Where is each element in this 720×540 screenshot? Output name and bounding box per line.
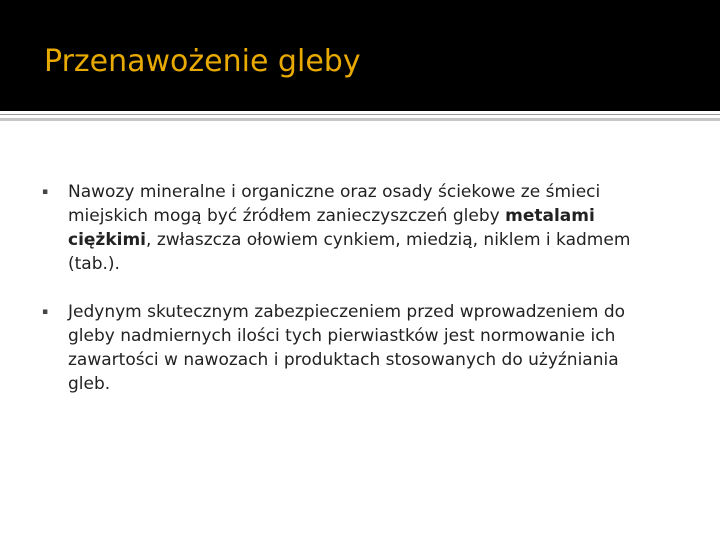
title-band (0, 0, 720, 111)
bullet-text-1-start: Nawozy mineralne i organiczne oraz osady ściekowe ze śmieci miejskich mogą być źródłem zanieczyszczeń gleby (68, 182, 601, 226)
bullet-text-2: Jedynym skutecznym zabezpieczeniem przed wprowadzeniem do gleby nadmiernych ilości tych pierwiastków jest normowanie ich zawartości w nawozach i produktach stosowanych do użyźniania gleb. (68, 302, 626, 394)
square-bullet-icon: ▪ (42, 187, 49, 197)
bullet-item-2 (42, 300, 662, 396)
divider-line-top (0, 114, 720, 115)
bullet-text-1-bold: metalami ciężkimi (68, 206, 595, 250)
bullet-item-1 (42, 180, 662, 276)
divider-line (0, 118, 720, 121)
bullet-text-1-end: , zwłaszcza ołowiem cynkiem, miedzią, niklem i kadmem (tab.). (68, 230, 631, 274)
slide-title: Przenawożenie gleby (44, 44, 361, 79)
square-bullet-icon: ▪ (42, 307, 49, 317)
bullet-list (42, 180, 662, 420)
